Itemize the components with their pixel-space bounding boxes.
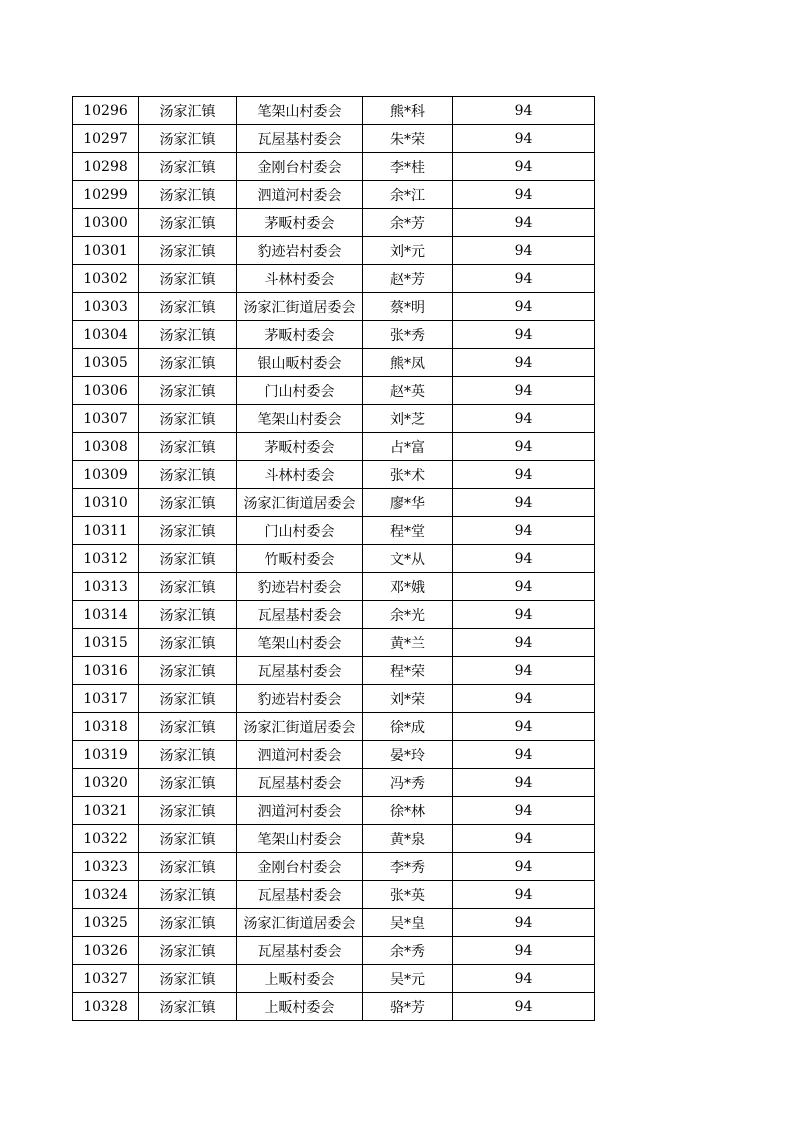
table-row [73, 405, 595, 433]
cell-village: 瓦屋基村委会 [237, 881, 363, 909]
cell-name: 骆*芳 [363, 993, 453, 1021]
cell-town: 汤家汇镇 [139, 237, 237, 265]
table-row [73, 321, 595, 349]
table-row [73, 237, 595, 265]
table-row [73, 433, 595, 461]
table-row [73, 573, 595, 601]
table-row [73, 209, 595, 237]
cell-name: 刘*荣 [363, 685, 453, 713]
cell-name: 熊*科 [363, 97, 453, 125]
cell-village: 茅畈村委会 [237, 321, 363, 349]
cell-village: 笔架山村委会 [237, 825, 363, 853]
cell-name: 张*英 [363, 881, 453, 909]
cell-name: 徐*成 [363, 713, 453, 741]
cell-name: 刘*芝 [363, 405, 453, 433]
cell-town: 汤家汇镇 [139, 489, 237, 517]
cell-village: 瓦屋基村委会 [237, 125, 363, 153]
cell-id: 10299 [73, 181, 139, 209]
cell-id: 10307 [73, 405, 139, 433]
cell-score: 94 [453, 685, 595, 713]
cell-village: 豹迹岩村委会 [237, 573, 363, 601]
cell-name: 余*江 [363, 181, 453, 209]
cell-score: 94 [453, 769, 595, 797]
cell-village: 门山村委会 [237, 517, 363, 545]
cell-town: 汤家汇镇 [139, 937, 237, 965]
cell-town: 汤家汇镇 [139, 769, 237, 797]
cell-name: 廖*华 [363, 489, 453, 517]
cell-village: 金刚台村委会 [237, 153, 363, 181]
table-row [73, 265, 595, 293]
cell-town: 汤家汇镇 [139, 265, 237, 293]
cell-village: 汤家汇街道居委会 [237, 293, 363, 321]
cell-name: 文*从 [363, 545, 453, 573]
cell-village: 汤家汇街道居委会 [237, 909, 363, 937]
cell-town: 汤家汇镇 [139, 125, 237, 153]
table-row [73, 769, 595, 797]
cell-town: 汤家汇镇 [139, 657, 237, 685]
cell-village: 汤家汇街道居委会 [237, 713, 363, 741]
cell-town: 汤家汇镇 [139, 377, 237, 405]
cell-town: 汤家汇镇 [139, 517, 237, 545]
table-row [73, 293, 595, 321]
table-row [73, 125, 595, 153]
cell-id: 10306 [73, 377, 139, 405]
cell-id: 10325 [73, 909, 139, 937]
cell-score: 94 [453, 993, 595, 1021]
cell-score: 94 [453, 825, 595, 853]
cell-town: 汤家汇镇 [139, 545, 237, 573]
cell-village: 汤家汇街道居委会 [237, 489, 363, 517]
cell-id: 10326 [73, 937, 139, 965]
cell-id: 10296 [73, 97, 139, 125]
cell-id: 10303 [73, 293, 139, 321]
cell-score: 94 [453, 405, 595, 433]
cell-village: 银山畈村委会 [237, 349, 363, 377]
cell-score: 94 [453, 629, 595, 657]
cell-id: 10300 [73, 209, 139, 237]
cell-score: 94 [453, 573, 595, 601]
cell-village: 上畈村委会 [237, 965, 363, 993]
cell-name: 赵*芳 [363, 265, 453, 293]
cell-village: 瓦屋基村委会 [237, 769, 363, 797]
cell-town: 汤家汇镇 [139, 293, 237, 321]
cell-id: 10317 [73, 685, 139, 713]
cell-score: 94 [453, 293, 595, 321]
cell-town: 汤家汇镇 [139, 825, 237, 853]
cell-id: 10301 [73, 237, 139, 265]
cell-id: 10305 [73, 349, 139, 377]
cell-id: 10298 [73, 153, 139, 181]
cell-score: 94 [453, 433, 595, 461]
cell-id: 10308 [73, 433, 139, 461]
data-table [72, 96, 595, 1021]
cell-score: 94 [453, 797, 595, 825]
cell-id: 10322 [73, 825, 139, 853]
cell-village: 泗道河村委会 [237, 741, 363, 769]
cell-town: 汤家汇镇 [139, 965, 237, 993]
cell-id: 10314 [73, 601, 139, 629]
cell-id: 10315 [73, 629, 139, 657]
table-row [73, 545, 595, 573]
cell-village: 泗道河村委会 [237, 797, 363, 825]
cell-score: 94 [453, 209, 595, 237]
cell-id: 10302 [73, 265, 139, 293]
cell-score: 94 [453, 237, 595, 265]
cell-village: 上畈村委会 [237, 993, 363, 1021]
cell-id: 10297 [73, 125, 139, 153]
cell-score: 94 [453, 461, 595, 489]
table-row [73, 97, 595, 125]
cell-name: 吴*元 [363, 965, 453, 993]
cell-village: 笔架山村委会 [237, 97, 363, 125]
cell-town: 汤家汇镇 [139, 881, 237, 909]
cell-score: 94 [453, 321, 595, 349]
cell-name: 刘*元 [363, 237, 453, 265]
cell-village: 竹畈村委会 [237, 545, 363, 573]
table-row [73, 601, 595, 629]
cell-name: 余*光 [363, 601, 453, 629]
cell-town: 汤家汇镇 [139, 713, 237, 741]
cell-name: 余*秀 [363, 937, 453, 965]
cell-name: 李*秀 [363, 853, 453, 881]
cell-name: 吴*皇 [363, 909, 453, 937]
cell-village: 斗林村委会 [237, 265, 363, 293]
cell-score: 94 [453, 97, 595, 125]
cell-village: 门山村委会 [237, 377, 363, 405]
cell-score: 94 [453, 517, 595, 545]
cell-town: 汤家汇镇 [139, 181, 237, 209]
cell-score: 94 [453, 545, 595, 573]
cell-name: 蔡*明 [363, 293, 453, 321]
cell-id: 10324 [73, 881, 139, 909]
table-row [73, 153, 595, 181]
cell-name: 程*荣 [363, 657, 453, 685]
cell-score: 94 [453, 489, 595, 517]
cell-score: 94 [453, 181, 595, 209]
cell-name: 徐*林 [363, 797, 453, 825]
cell-name: 李*桂 [363, 153, 453, 181]
cell-town: 汤家汇镇 [139, 629, 237, 657]
cell-town: 汤家汇镇 [139, 685, 237, 713]
cell-village: 金刚台村委会 [237, 853, 363, 881]
cell-score: 94 [453, 657, 595, 685]
table-row [73, 909, 595, 937]
cell-id: 10323 [73, 853, 139, 881]
cell-id: 10320 [73, 769, 139, 797]
cell-name: 张*术 [363, 461, 453, 489]
cell-id: 10327 [73, 965, 139, 993]
cell-id: 10321 [73, 797, 139, 825]
cell-score: 94 [453, 153, 595, 181]
cell-id: 10318 [73, 713, 139, 741]
cell-town: 汤家汇镇 [139, 321, 237, 349]
cell-town: 汤家汇镇 [139, 993, 237, 1021]
table-row [73, 713, 595, 741]
cell-name: 程*堂 [363, 517, 453, 545]
cell-village: 豹迹岩村委会 [237, 237, 363, 265]
cell-score: 94 [453, 937, 595, 965]
cell-name: 黄*泉 [363, 825, 453, 853]
cell-town: 汤家汇镇 [139, 741, 237, 769]
table-row [73, 657, 595, 685]
table-row [73, 517, 595, 545]
cell-id: 10311 [73, 517, 139, 545]
cell-town: 汤家汇镇 [139, 97, 237, 125]
table-row [73, 461, 595, 489]
cell-id: 10319 [73, 741, 139, 769]
cell-score: 94 [453, 713, 595, 741]
cell-id: 10309 [73, 461, 139, 489]
cell-town: 汤家汇镇 [139, 209, 237, 237]
cell-village: 茅畈村委会 [237, 209, 363, 237]
cell-id: 10328 [73, 993, 139, 1021]
cell-village: 瓦屋基村委会 [237, 657, 363, 685]
cell-town: 汤家汇镇 [139, 797, 237, 825]
table-row [73, 881, 595, 909]
cell-name: 赵*英 [363, 377, 453, 405]
cell-name: 邓*娥 [363, 573, 453, 601]
table-row [73, 685, 595, 713]
cell-id: 10304 [73, 321, 139, 349]
cell-score: 94 [453, 265, 595, 293]
table-row [73, 965, 595, 993]
cell-score: 94 [453, 741, 595, 769]
cell-id: 10313 [73, 573, 139, 601]
table-row [73, 629, 595, 657]
cell-score: 94 [453, 881, 595, 909]
cell-town: 汤家汇镇 [139, 349, 237, 377]
cell-town: 汤家汇镇 [139, 853, 237, 881]
cell-village: 泗道河村委会 [237, 181, 363, 209]
table-row [73, 181, 595, 209]
cell-score: 94 [453, 853, 595, 881]
table-row [73, 741, 595, 769]
cell-town: 汤家汇镇 [139, 153, 237, 181]
cell-name: 张*秀 [363, 321, 453, 349]
cell-town: 汤家汇镇 [139, 601, 237, 629]
cell-town: 汤家汇镇 [139, 405, 237, 433]
cell-name: 朱*荣 [363, 125, 453, 153]
cell-village: 笔架山村委会 [237, 629, 363, 657]
cell-name: 余*芳 [363, 209, 453, 237]
cell-town: 汤家汇镇 [139, 573, 237, 601]
cell-village: 豹迹岩村委会 [237, 685, 363, 713]
table-row [73, 377, 595, 405]
cell-town: 汤家汇镇 [139, 433, 237, 461]
cell-village: 斗林村委会 [237, 461, 363, 489]
cell-id: 10310 [73, 489, 139, 517]
cell-score: 94 [453, 377, 595, 405]
cell-name: 晏*玲 [363, 741, 453, 769]
cell-village: 瓦屋基村委会 [237, 937, 363, 965]
table-row [73, 993, 595, 1021]
cell-name: 熊*凤 [363, 349, 453, 377]
cell-score: 94 [453, 125, 595, 153]
cell-name: 黄*兰 [363, 629, 453, 657]
cell-id: 10316 [73, 657, 139, 685]
cell-name: 占*富 [363, 433, 453, 461]
cell-score: 94 [453, 349, 595, 377]
table-row [73, 349, 595, 377]
cell-id: 10312 [73, 545, 139, 573]
cell-score: 94 [453, 601, 595, 629]
cell-name: 冯*秀 [363, 769, 453, 797]
cell-town: 汤家汇镇 [139, 909, 237, 937]
table-row [73, 853, 595, 881]
cell-score: 94 [453, 965, 595, 993]
cell-score: 94 [453, 909, 595, 937]
cell-village: 瓦屋基村委会 [237, 601, 363, 629]
cell-village: 笔架山村委会 [237, 405, 363, 433]
table-row [73, 937, 595, 965]
table-body [73, 97, 595, 1021]
table-row [73, 825, 595, 853]
cell-village: 茅畈村委会 [237, 433, 363, 461]
table-row [73, 489, 595, 517]
cell-town: 汤家汇镇 [139, 461, 237, 489]
table-row [73, 797, 595, 825]
